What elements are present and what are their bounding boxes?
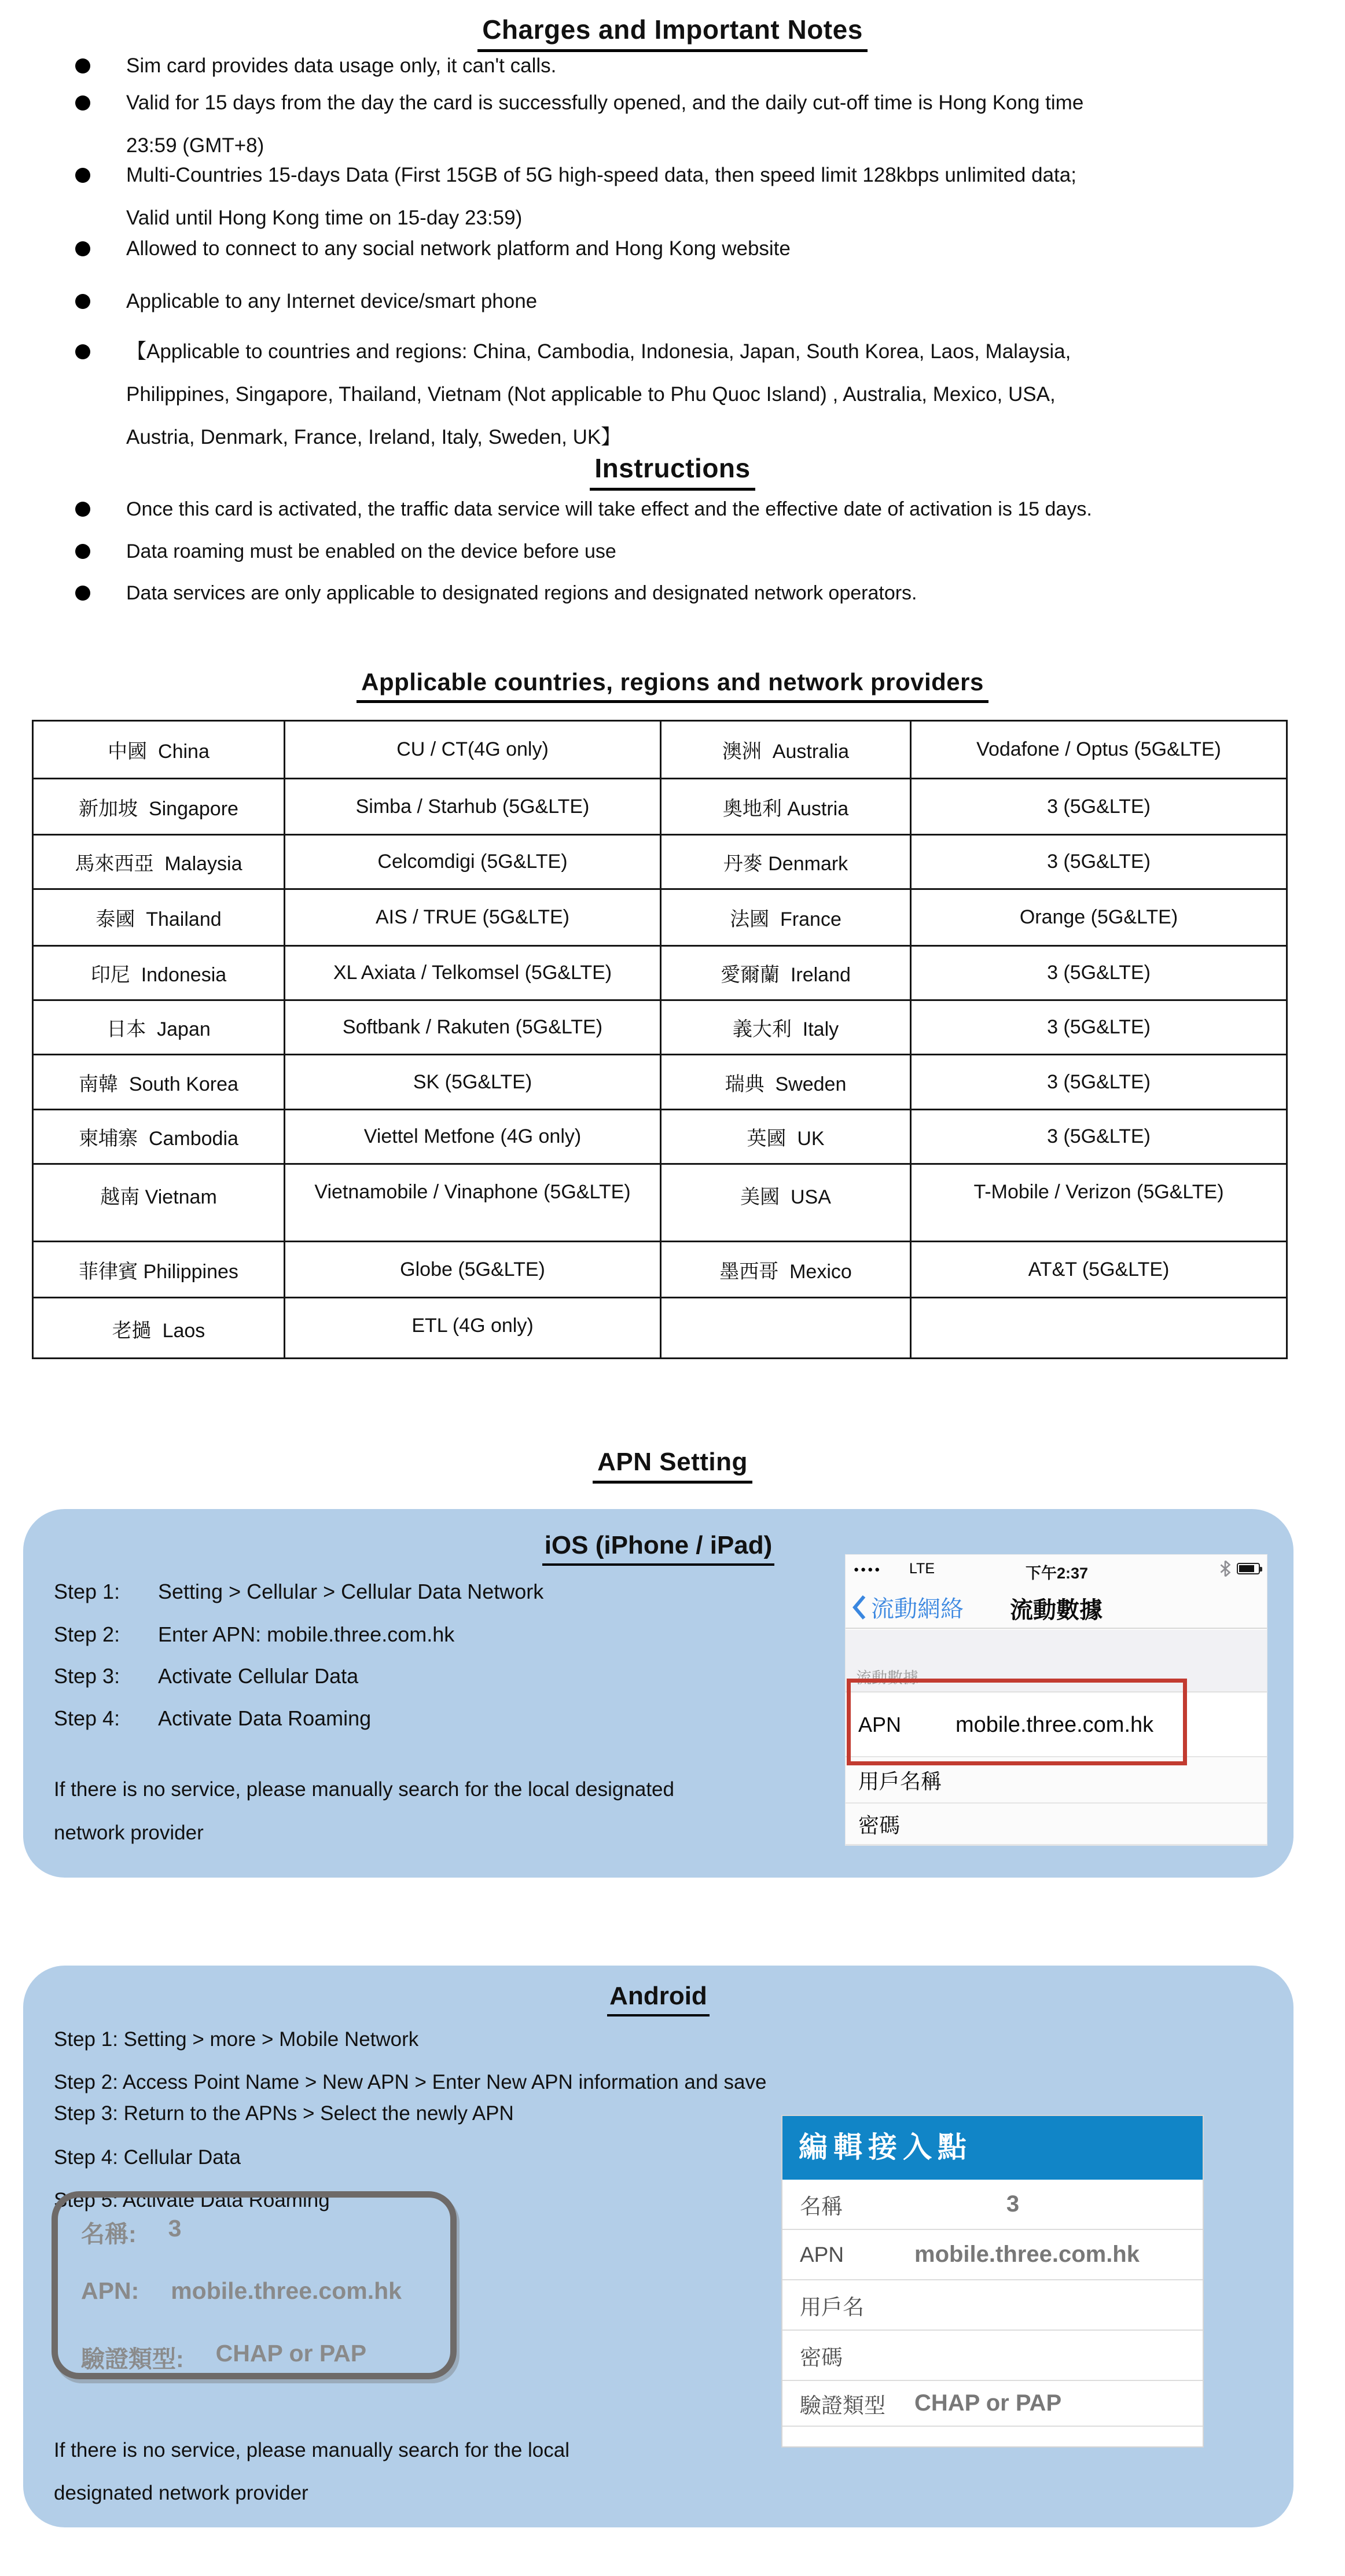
bullet-line: Once this card is activated, the traffic data service will take effect and the effective date of activation is 15 days. — [126, 498, 1092, 520]
apn-summary-box — [52, 2191, 457, 2379]
provider-cell: 3 (5G&LTE) — [911, 1055, 1287, 1110]
bullet-icon — [75, 586, 90, 601]
bullet-line: Data services are only applicable to designated regions and designated network operators. — [126, 582, 917, 604]
step-text: Activate Cellular Data — [158, 1664, 359, 1688]
name-field-row — [782, 2180, 1203, 2230]
summary-label: 名稱: — [81, 2221, 137, 2247]
provider-cell: SK (5G&LTE) — [285, 1055, 661, 1110]
provider-cell: 3 (5G&LTE) — [911, 946, 1287, 1000]
red-highlight-box — [847, 1679, 1187, 1765]
summary-line — [81, 2215, 450, 2277]
android-note-line-2: designated network provider — [54, 2482, 308, 2504]
note-bullet-2 — [75, 90, 1083, 159]
providers-section-title — [0, 668, 1345, 703]
country-cell: 柬埔寨 Cambodia — [33, 1110, 285, 1164]
row-value: mobile.three.com.hk — [914, 2242, 1140, 2267]
summary-label: APN: — [81, 2277, 139, 2304]
auth-type-field-row — [782, 2381, 1203, 2427]
android-panel — [23, 1966, 1293, 2527]
provider-cell: Orange (5G&LTE) — [911, 889, 1287, 946]
ios-step-3 — [54, 1664, 358, 1688]
summary-line — [81, 2277, 450, 2340]
step-label: Step 3: — [54, 1664, 120, 1688]
ios-title-text: iOS (iPhone / iPad) — [542, 1531, 775, 1566]
username-label: 用戶名稱 — [858, 1769, 942, 1793]
table-row — [33, 1000, 1287, 1055]
table-row — [33, 721, 1287, 779]
bullet-line: Austria, Denmark, France, Ireland, Italy, Sweden, UK】 — [126, 426, 622, 448]
country-cell: 越南 Vietnam — [33, 1164, 285, 1242]
country-cell: 墨西哥 Mexico — [661, 1242, 911, 1298]
country-cell: 瑞典 Sweden — [661, 1055, 911, 1110]
step-label: Step 4: — [54, 1706, 120, 1730]
note-bullet-3 — [75, 163, 1076, 231]
country-cell: 美國 USA — [661, 1164, 911, 1242]
ios-step-2 — [54, 1622, 454, 1647]
table-row — [33, 779, 1287, 835]
status-clock: 下午2:37 — [1025, 1565, 1089, 1582]
android-title — [23, 1982, 1293, 2016]
provider-cell: XL Axiata / Telkomsel (5G&LTE) — [285, 946, 661, 1000]
status-icons — [1219, 1561, 1260, 1577]
bullet-icon — [75, 241, 90, 256]
ios-panel — [23, 1509, 1293, 1878]
country-cell: 日本 Japan — [33, 1000, 285, 1055]
bullet-line: Applicable to any Internet device/smart phone — [126, 290, 538, 312]
instruction-bullet-1 — [75, 496, 1092, 522]
country-cell: 澳洲 Australia — [661, 721, 911, 779]
bullet-line: Multi-Countries 15-days Data (First 15GB of 5G high-speed data, then speed limit 128kbps unlimited data; — [126, 164, 1076, 186]
country-cell: 英國 UK — [661, 1110, 911, 1164]
ios-note-line-2: network provider — [54, 1821, 204, 1844]
android-step-3: Step 3: Return to the APNs > Select the newly APN — [54, 2102, 514, 2125]
apn-field-row — [782, 2230, 1203, 2280]
network-type-label: LTE — [909, 1561, 935, 1577]
note-bullet-1 — [75, 53, 556, 79]
country-cell: 馬來西亞 Malaysia — [33, 835, 285, 889]
instruction-bullet-2 — [75, 539, 616, 564]
username-field-row — [782, 2280, 1203, 2331]
provider-cell: CU / CT(4G only) — [285, 721, 661, 779]
password-field-row — [846, 1804, 1267, 1845]
country-cell: 新加坡 Singapore — [33, 779, 285, 835]
android-step-4: Step 4: Cellular Data — [54, 2146, 241, 2169]
summary-label: 驗證類型: — [81, 2346, 184, 2372]
instruction-bullet-3 — [75, 580, 917, 606]
country-cell: 丹麥 Denmark — [661, 835, 911, 889]
provider-cell: Vodafone / Optus (5G&LTE) — [911, 721, 1287, 779]
table-row — [33, 1242, 1287, 1298]
country-cell: 老撾 Laos — [33, 1298, 285, 1359]
bullet-icon — [75, 168, 90, 183]
ios-step-1 — [54, 1580, 543, 1604]
back-label: 流動網絡 — [871, 1596, 964, 1622]
android-step-5: Step 5: Activate Data Roaming — [54, 2189, 330, 2211]
bullet-line: 【Applicable to countries and regions: China, Cambodia, Indonesia, Japan, South Korea, Laos, Malaysia, — [126, 340, 1071, 363]
country-cell — [661, 1298, 911, 1359]
password-label: 密碼 — [858, 1813, 901, 1837]
apn-title-text: APN Setting — [593, 1448, 752, 1484]
table-row — [33, 1110, 1287, 1164]
country-cell: 南韓 South Korea — [33, 1055, 285, 1110]
provider-cell: AIS / TRUE (5G&LTE) — [285, 889, 661, 946]
bullet-icon — [75, 544, 90, 559]
table-row — [33, 835, 1287, 889]
bullet-icon — [75, 58, 90, 73]
nav-title: 流動數據 — [1010, 1598, 1103, 1623]
provider-cell: 3 (5G&LTE) — [911, 779, 1287, 835]
summary-value: mobile.three.com.hk — [171, 2277, 402, 2304]
screenshot-header: 編輯接入點 — [782, 2116, 1203, 2180]
table-row — [33, 1298, 1287, 1359]
bullet-icon — [75, 95, 90, 111]
bullet-icon — [75, 344, 90, 359]
provider-cell: AT&T (5G&LTE) — [911, 1242, 1287, 1298]
note-bullet-5 — [75, 289, 537, 314]
bullet-line: Allowed to connect to any social network platform and Hong Kong website — [126, 237, 791, 260]
step-label: Step 1: — [54, 1580, 120, 1603]
provider-cell: Vietnamobile / Vinaphone (5G&LTE) — [285, 1164, 661, 1242]
bullet-line: Valid for 15 days from the day the card is successfully opened, and the daily cut-off time is Hong Kong time — [126, 91, 1084, 114]
bullet-line: Philippines, Singapore, Thailand, Vietnam (Not applicable to Phu Quoc Island) , Australia, Mexico, USA, — [126, 383, 1056, 406]
provider-cell: Globe (5G&LTE) — [285, 1242, 661, 1298]
password-field-row — [782, 2331, 1203, 2381]
bullet-icon — [75, 294, 90, 309]
provider-cell: Softbank / Rakuten (5G&LTE) — [285, 1000, 661, 1055]
ios-note-line-1: If there is no service, please manually search for the local designated — [54, 1778, 674, 1801]
apn-section-title — [0, 1448, 1345, 1484]
apn-field-label: APN — [858, 1713, 902, 1736]
bluetooth-icon — [1219, 1561, 1231, 1577]
provider-cell: T-Mobile / Verizon (5G&LTE) — [911, 1164, 1287, 1242]
provider-cell: ETL (4G only) — [285, 1298, 661, 1359]
bullet-line: 23:59 (GMT+8) — [126, 134, 264, 157]
section-label: 流動數據 — [856, 1669, 918, 1687]
table-row — [33, 1055, 1287, 1110]
provider-cell: Celcomdigi (5G&LTE) — [285, 835, 661, 889]
country-cell: 愛爾蘭 Ireland — [661, 946, 911, 1000]
row-value: CHAP or PAP — [914, 2390, 1062, 2416]
phone-nav-bar — [846, 1581, 1267, 1629]
status-bar — [854, 1559, 1260, 1581]
android-step-2: Step 2: Access Point Name > New APN > Enter New APN information and save — [54, 2071, 767, 2093]
bullet-line: Data roaming must be enabled on the device before use — [126, 540, 616, 562]
ios-step-4 — [54, 1706, 371, 1731]
android-screenshot — [781, 2115, 1204, 2448]
instructions-title-text: Instructions — [590, 452, 755, 491]
provider-cell — [911, 1298, 1287, 1359]
providers-table — [32, 720, 1288, 1359]
note-bullet-6 — [75, 339, 1071, 450]
table-row — [33, 946, 1287, 1000]
provider-cell: 3 (5G&LTE) — [911, 1000, 1287, 1055]
android-note-line-1: If there is no service, please manually search for the local — [54, 2439, 569, 2461]
table-row — [33, 1164, 1287, 1242]
row-label: 密碼 — [800, 2345, 843, 2369]
summary-value: 3 — [168, 2215, 182, 2242]
row-label: 用戶名 — [800, 2295, 864, 2319]
charges-title-text: Charges and Important Notes — [477, 14, 868, 52]
instructions-section-title — [0, 452, 1345, 491]
country-cell: 義大利 Italy — [661, 1000, 911, 1055]
iphone-screenshot — [845, 1554, 1267, 1846]
provider-cell: 3 (5G&LTE) — [911, 835, 1287, 889]
country-cell: 菲律賓 Philippines — [33, 1242, 285, 1298]
country-cell: 奧地利 Austria — [661, 779, 911, 835]
bullet-icon — [75, 502, 90, 517]
apn-field-value: mobile.three.com.hk — [956, 1712, 1154, 1737]
signal-dots-icon: ●●●● — [854, 1565, 882, 1574]
provider-cell: Simba / Starhub (5G&LTE) — [285, 779, 661, 835]
provider-cell: 3 (5G&LTE) — [911, 1110, 1287, 1164]
battery-icon — [1237, 1563, 1260, 1574]
country-cell: 中國 China — [33, 721, 285, 779]
providers-title-text: Applicable countries, regions and network providers — [357, 668, 988, 703]
provider-cell: Viettel Metfone (4G only) — [285, 1110, 661, 1164]
row-label: 驗證類型 — [800, 2393, 885, 2417]
country-cell: 泰國 Thailand — [33, 889, 285, 946]
note-bullet-4 — [75, 236, 791, 262]
country-cell: 印尼 Indonesia — [33, 946, 285, 1000]
step-label: Step 2: — [54, 1622, 120, 1646]
step-text: Activate Data Roaming — [158, 1706, 372, 1730]
country-cell: 法國 France — [661, 889, 911, 946]
bullet-line: Sim card provides data usage only, it can't calls. — [126, 54, 557, 77]
table-row — [33, 889, 1287, 946]
step-text: Enter APN: mobile.three.com.hk — [158, 1622, 455, 1646]
step-text: Setting > Cellular > Cellular Data Network — [158, 1580, 544, 1603]
bullet-line: Valid until Hong Kong time on 15-day 23:59) — [126, 207, 523, 229]
row-label: 名稱 — [800, 2194, 843, 2218]
android-title-text: Android — [607, 1982, 710, 2016]
row-value: 3 — [1006, 2191, 1020, 2217]
charges-section-title — [0, 14, 1345, 52]
android-step-1: Step 1: Setting > more > Mobile Network — [54, 2028, 419, 2051]
row-label: APN — [800, 2242, 844, 2266]
summary-line — [81, 2340, 450, 2402]
summary-value: CHAP or PAP — [215, 2340, 367, 2367]
